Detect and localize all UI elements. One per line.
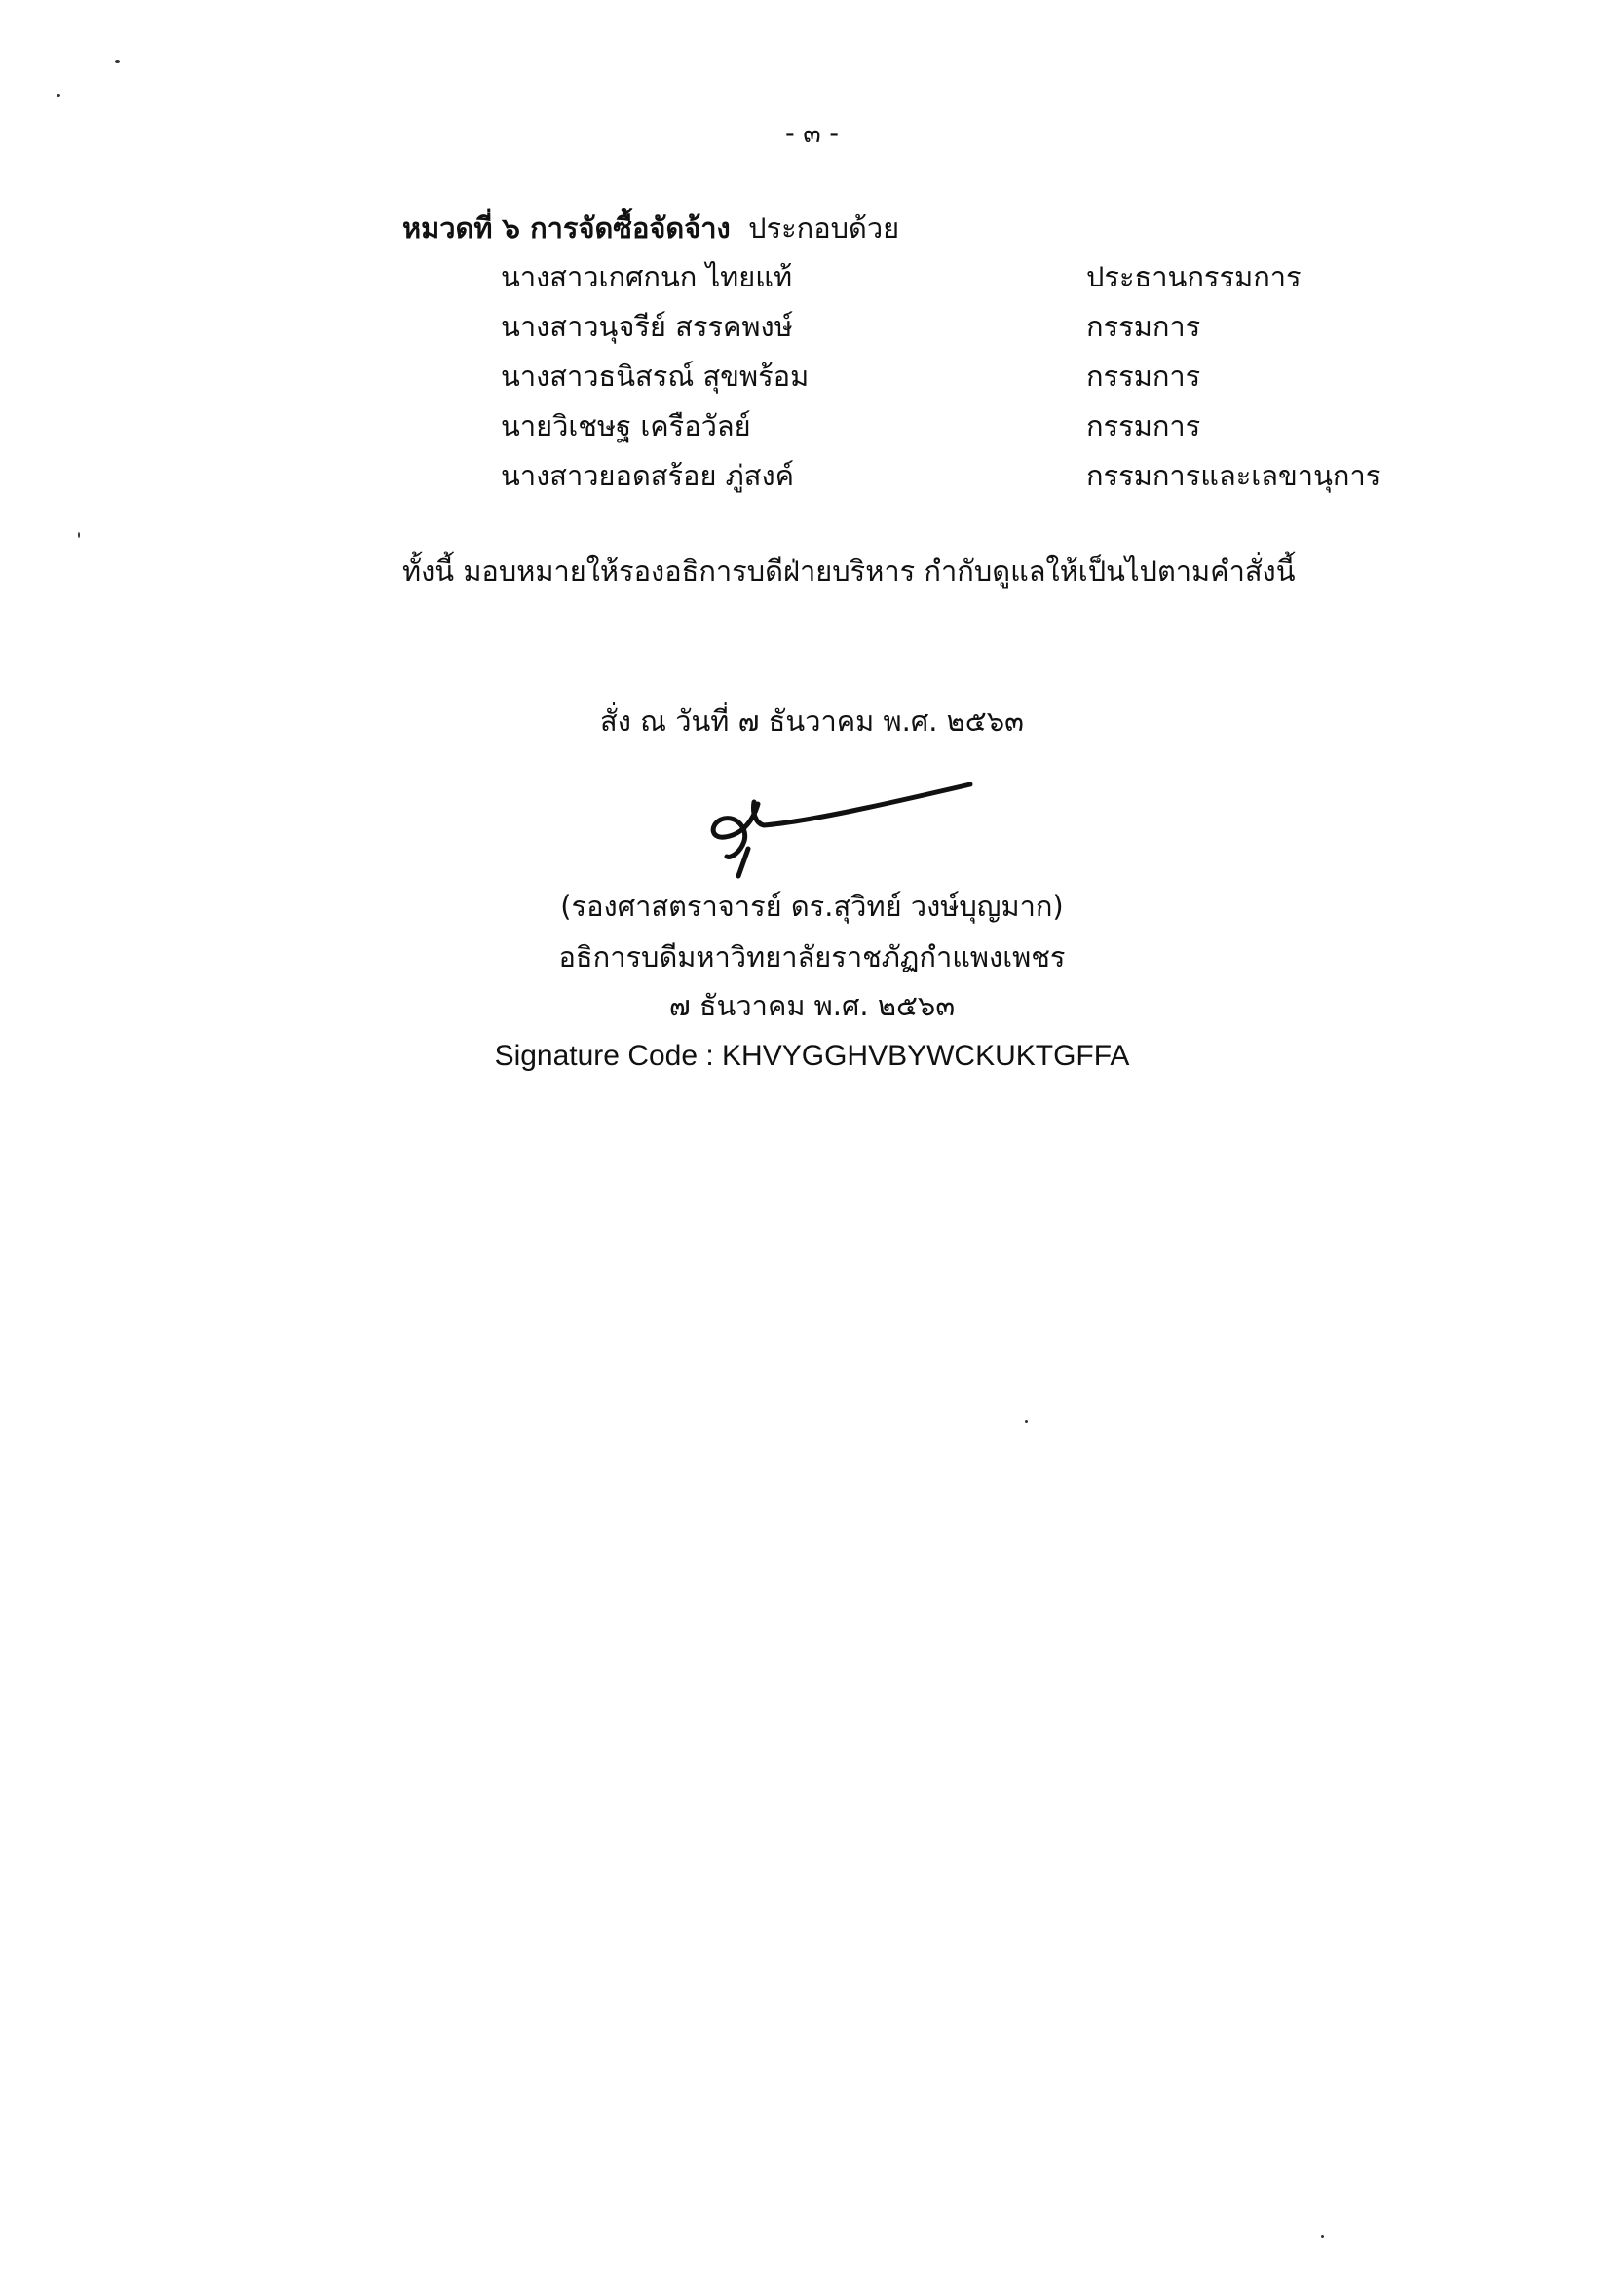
member-name: นางสาวนุจรีย์ สรรคพงษ์	[501, 310, 793, 343]
member-role: กรรมการและเลขานุการ	[1086, 459, 1381, 492]
page-number: - ๓ -	[784, 119, 840, 149]
member-role: กรรมการ	[1086, 360, 1201, 393]
member-name: นายวิเชษฐ เครือวัลย์	[501, 409, 751, 442]
member-name: นางสาวยอดสร้อย ภู่สงค์	[501, 459, 795, 492]
member-role: กรรมการ	[1086, 310, 1201, 343]
member-role: กรรมการ	[1086, 409, 1201, 442]
handwritten-signature	[701, 775, 984, 882]
member-name: นางสาวเกศกนก ไทยแท้	[501, 260, 793, 293]
signatory-position: อธิการบดีมหาวิทยาลัยราชภัฏกำแพงเพชร	[558, 940, 1066, 973]
scan-speck	[1025, 1420, 1028, 1423]
section-heading	[402, 210, 899, 246]
signature-code: Signature Code : KHVYGGHVBYWCKUKTGFFA	[494, 1040, 1130, 1072]
scan-speck	[78, 532, 80, 538]
member-name: นางสาวธนิสรณ์ สุขพร้อม	[501, 360, 810, 393]
scan-speck	[115, 60, 120, 63]
signatory-date: ๗ ธันวาคม พ.ศ. ๒๕๖๓	[668, 989, 956, 1022]
section-heading-title: หมวดที่ ๖ การจัดซื้อจัดจ้าง	[402, 211, 731, 245]
member-role: ประธานกรรมการ	[1086, 260, 1302, 293]
assignment-statement: ทั้งนี้ มอบหมายให้รองอธิการบดีฝ่ายบริหาร กำกับดูแลให้เป็นไปตามคำสั่งนี้	[402, 554, 1296, 588]
signatory-name: (รองศาสตราจารย์ ดร.สุวิทย์ วงษ์บุญมาก)	[560, 890, 1064, 923]
scan-speck	[1321, 2235, 1324, 2238]
scan-speck	[57, 94, 60, 97]
section-heading-suffix: ประกอบด้วย	[748, 211, 900, 245]
order-date: สั่ง ณ วันที่ ๗ ธันวาคม พ.ศ. ๒๕๖๓	[600, 705, 1024, 738]
